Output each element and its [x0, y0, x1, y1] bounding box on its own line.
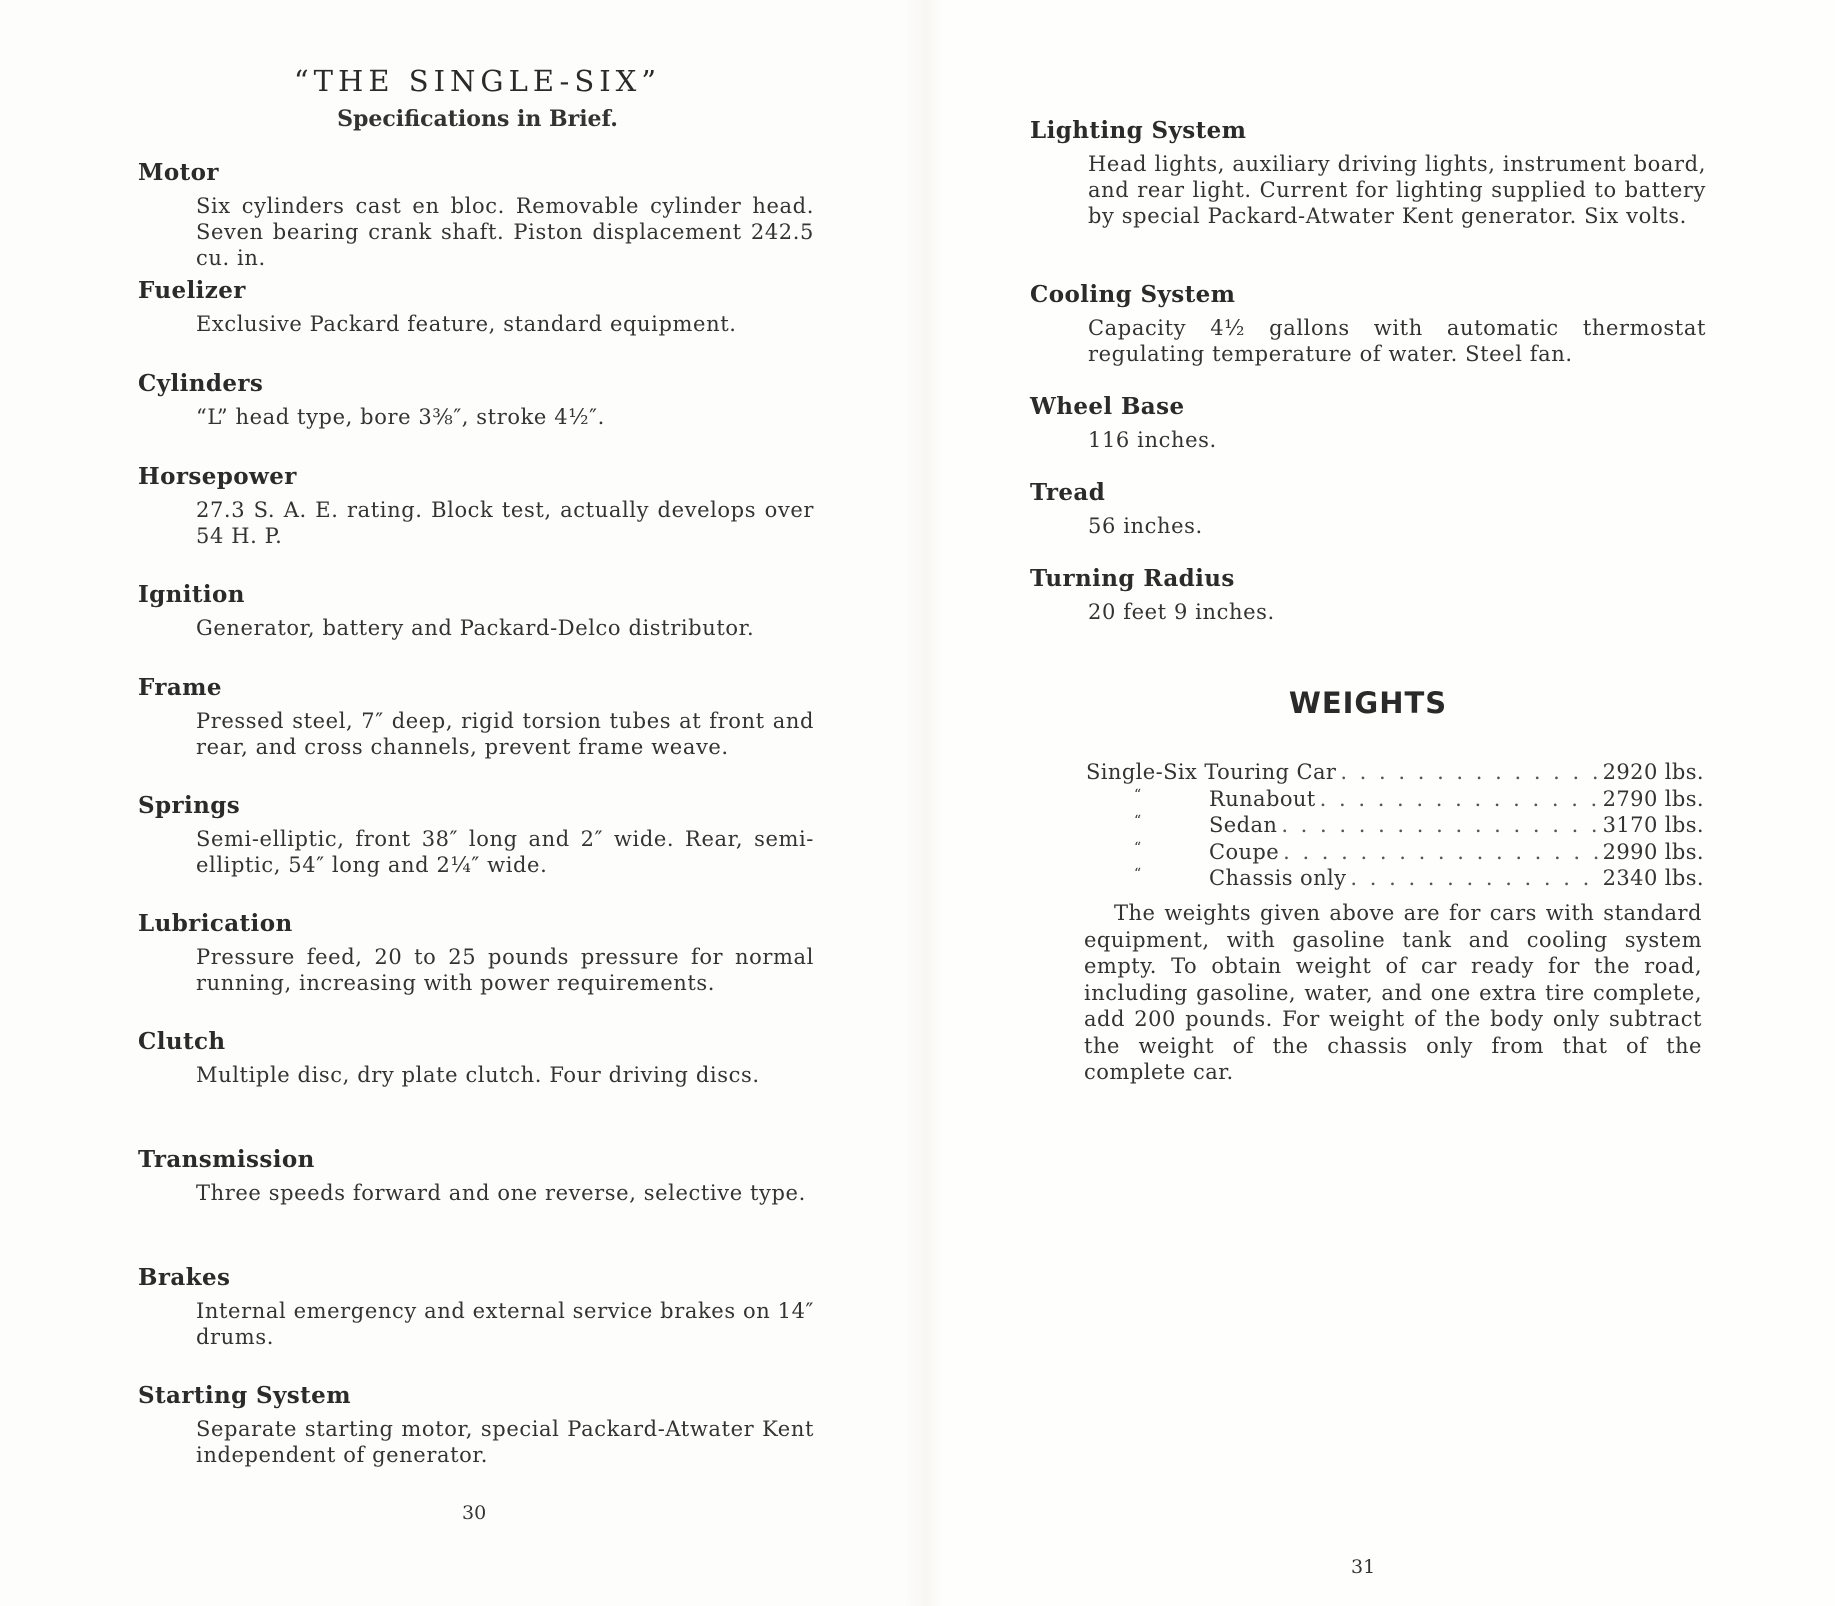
spec-cylinders: [138, 369, 814, 462]
spec-text: Head lights, auxiliary driving lights, instrument board, and rear light. Current for lighting supplied to battery by special Packard-Atwater Kent generator. Six volts.: [1088, 152, 1706, 228]
spec-heading: Fuelizer: [138, 277, 246, 304]
weight-model: Single-Six Touring Car: [1086, 760, 1337, 784]
spec-heading: Lighting System: [1030, 117, 1247, 144]
ditto-mark: “: [1134, 786, 1142, 803]
weight-model: Chassis only: [1209, 866, 1347, 890]
spec-text: Internal emergency and external service brakes on 14″ drums.: [196, 1299, 814, 1349]
spec-heading: Turning Radius: [1030, 565, 1235, 592]
weights-note: The weights given above are for cars with standard equipment, with gasoline tank and cooling system empty. To obtain weight of car ready for the road, including gasoline, water, and one extra tire complete, add 200 pounds. For weight of the body only subtract the weight of the chassis only from that of the complete car.: [1084, 901, 1702, 1084]
spec-text: Pressed steel, 7″ deep, rigid torsion tubes at front and rear, and cross channels, prevent frame weave.: [196, 709, 814, 759]
spec-ignition: [138, 580, 814, 673]
dot-leader: [1281, 813, 1598, 837]
spec-text: Capacity 4½ gallons with automatic thermostat regulating temperature of water. Steel fan.: [1088, 316, 1706, 366]
specifications-list-continued: [1030, 116, 1706, 650]
spec-heading: Ignition: [138, 581, 245, 608]
spec-heading: Lubrication: [138, 910, 293, 937]
weight-row: [1086, 760, 1704, 787]
weights-table: [1086, 760, 1704, 893]
weight-value: 2340 lbs.: [1602, 866, 1704, 890]
spec-lighting-system: [1030, 116, 1706, 280]
weight-value: 3170 lbs.: [1602, 813, 1704, 837]
spec-horsepower: [138, 462, 814, 580]
weight-model: Coupe: [1209, 839, 1280, 864]
spec-heading: Transmission: [138, 1146, 315, 1173]
spec-heading: Horsepower: [138, 463, 297, 490]
page-title: “THE SINGLE-SIX”: [293, 64, 662, 98]
weight-row: [1086, 840, 1704, 867]
spec-turning-radius: [1030, 564, 1706, 650]
dot-leader: [1350, 866, 1598, 890]
spec-heading: Cylinders: [138, 370, 264, 397]
weight-row: [1086, 866, 1704, 893]
dot-leader: [1320, 787, 1599, 811]
spec-text: Multiple disc, dry plate clutch. Four driving discs.: [196, 1063, 760, 1087]
ditto-mark: “: [1134, 866, 1142, 882]
spec-text: Separate starting motor, special Packard-Atwater Kent independent of generator.: [196, 1417, 814, 1467]
spec-tread: [1030, 478, 1706, 564]
spec-heading: Starting System: [138, 1382, 351, 1409]
spec-heading: Brakes: [138, 1264, 231, 1291]
page-number: 31: [1351, 1556, 1376, 1578]
weight-value: 2920 lbs.: [1602, 760, 1704, 784]
page-number: 30: [462, 1502, 487, 1524]
weight-row: [1086, 787, 1704, 814]
spec-text: 116 inches.: [1088, 428, 1217, 452]
spec-heading: Frame: [138, 674, 222, 701]
spec-clutch: [138, 1027, 814, 1145]
spec-wheel-base: [1030, 392, 1706, 478]
spec-brakes: [138, 1263, 814, 1381]
weight-model: Runabout: [1209, 786, 1316, 811]
spec-text: “L” head type, bore 3⅜″, stroke 4½″.: [196, 405, 605, 429]
spec-springs: [138, 791, 814, 909]
spec-transmission: [138, 1145, 814, 1263]
spec-text: Pressure feed, 20 to 25 pounds pressure for normal running, increasing with power requirements.: [196, 945, 814, 995]
spec-text: Six cylinders cast en bloc. Removable cylinder head. Seven bearing crank shaft. Piston displacement 242.5 cu. in.: [196, 194, 814, 270]
spec-text: Exclusive Packard feature, standard equipment.: [196, 312, 737, 336]
spec-heading: Cooling System: [1030, 281, 1236, 308]
dot-leader: [1283, 840, 1599, 864]
spec-text: Three speeds forward and one reverse, selective type.: [196, 1181, 806, 1205]
spec-heading: Wheel Base: [1030, 393, 1185, 420]
spec-heading: Springs: [138, 792, 241, 819]
spec-frame: [138, 673, 814, 791]
spec-text: Semi-elliptic, front 38″ long and 2″ wide. Rear, semi-elliptic, 54″ long and 2¼″ wide.: [196, 827, 814, 877]
specifications-list: [138, 158, 814, 1499]
spec-lubrication: [138, 909, 814, 1027]
weight-value: 2990 lbs.: [1602, 839, 1704, 864]
page-subtitle: Specifications in Brief.: [337, 106, 618, 132]
spec-text: 20 feet 9 inches.: [1088, 600, 1275, 624]
book-gutter: [905, 0, 945, 1606]
weights-heading: WEIGHTS: [1288, 686, 1448, 720]
weight-row: [1086, 813, 1704, 840]
ditto-mark: “: [1134, 839, 1142, 856]
spec-heading: Motor: [138, 159, 219, 186]
spec-motor: [138, 158, 814, 276]
spec-text: 56 inches.: [1088, 514, 1203, 538]
spec-heading: Tread: [1030, 479, 1106, 506]
spec-heading: Clutch: [138, 1028, 226, 1055]
ditto-mark: “: [1134, 813, 1142, 829]
spec-text: Generator, battery and Packard-Delco distributor.: [196, 616, 755, 640]
spec-cooling-system: [1030, 280, 1706, 392]
spec-text: 27.3 S. A. E. rating. Block test, actually develops over 54 H. P.: [196, 498, 814, 548]
spec-starting-system: [138, 1381, 814, 1499]
spec-fuelizer: [138, 276, 814, 369]
dot-leader: [1340, 760, 1598, 784]
weight-value: 2790 lbs.: [1602, 786, 1704, 811]
weight-model: Sedan: [1209, 813, 1278, 837]
